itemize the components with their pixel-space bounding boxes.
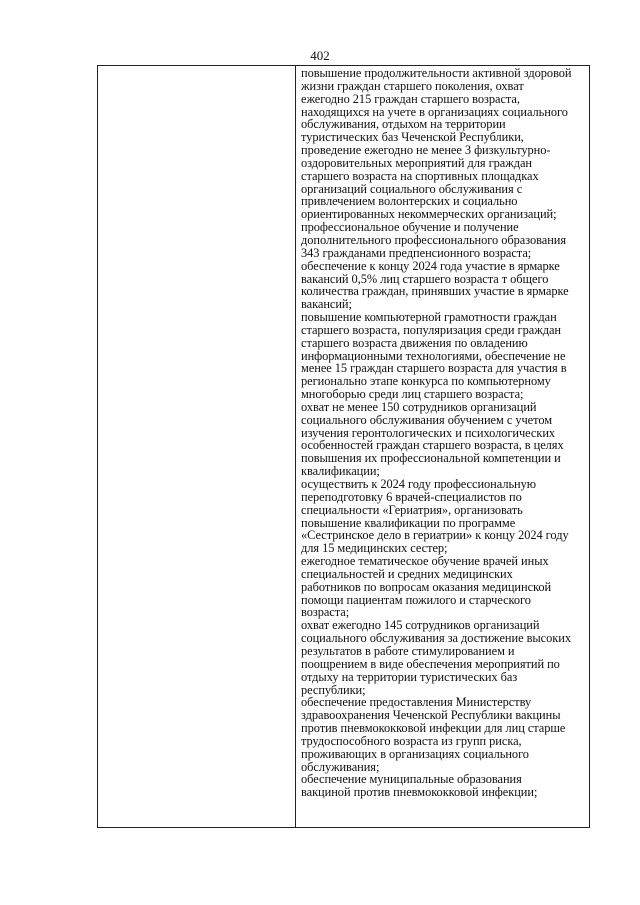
text-line: количества граждан, принявших участие в ярмарке [301, 284, 569, 299]
text-line: ежегодно 215 граждан старшего возраста, [301, 91, 520, 106]
text-line: республики; [301, 682, 366, 697]
text-line: трудоспособного возраста из групп риска, [301, 733, 522, 748]
text-line: ежегодное тематическое обучение врачей иных [301, 554, 549, 569]
text-line: находящихся на учете в организациях социального [301, 104, 568, 119]
text-line: «Сестринское дело в гериатрии» к концу 2024 году [301, 528, 569, 543]
text-line: специальностей и средних медицинских [301, 566, 513, 581]
text-line: проведение ежегодно не менее 3 физкультурно- [301, 143, 551, 158]
text-line: поощрением в виде обеспечения мероприятий по [301, 656, 560, 671]
text-line: квалификации; [301, 464, 380, 479]
text-line: против пневмококковой инфекции для лиц старше [301, 721, 566, 736]
text-line: вакансий 0,5% лиц старшего возраста т общего [301, 271, 549, 286]
text-line: туристических баз Чеченской Республики, [301, 130, 524, 145]
text-line: обеспечение к концу 2024 года участие в ярмарке [301, 258, 560, 273]
text-line: обеспечение предоставления Министерству [301, 695, 532, 710]
text-line: привлечением волонтерских и социально [301, 194, 518, 209]
text-line: ориентированных некоммерческих организаций; [301, 207, 557, 222]
text-line: охват не менее 150 сотрудников организаций [301, 399, 537, 414]
text-line: изучения геронтологических и психологических [301, 425, 556, 440]
text-line: осуществить к 2024 году профессиональную [301, 477, 536, 491]
text-line: профессиональное обучение и получение [301, 220, 519, 235]
table-right-cell [296, 66, 591, 827]
text-line: социального обслуживания обучением с учетом [301, 412, 553, 427]
text-line: вакциной против пневмококковой инфекции; [301, 785, 538, 800]
text-line: информационными технологиями, обеспечение не [301, 348, 566, 363]
text-line: результатов в работе стимулированием и [301, 643, 515, 658]
text-line: отдыху на территории туристических баз [301, 669, 518, 684]
text-line: переподготовку 6 врачей-специалистов по [301, 489, 522, 504]
text-line: здравоохранения Чеченской Республики вакцины [301, 708, 561, 723]
text-line: особенностей граждан старшего возраста, в целях [301, 438, 564, 453]
text-line: повышение квалификации по программе [301, 515, 516, 530]
text-line: организаций социального обслуживания с [301, 181, 523, 196]
text-line: оздоровительных мероприятий для граждан [301, 155, 533, 170]
page-number: 402 [310, 48, 330, 63]
text-line: обслуживания, отдыхом на территории [301, 117, 506, 132]
text-line: охват ежегодно 145 сотрудников организаций [301, 618, 540, 633]
text-line: повышения их профессиональной компетенции и [301, 451, 561, 466]
text-line: повышение продолжительности активной здоровой [301, 66, 572, 80]
text-line: возраста; [301, 605, 350, 620]
text-line: обеспечение муниципальные образования [301, 772, 522, 787]
text-line: повышение компьютерной грамотности граждан [301, 310, 557, 325]
text-line: проживающих в организациях социального [301, 746, 529, 761]
text-line: старшего возраста движения по овладению [301, 335, 528, 350]
text-line: помощи пациентам пожилого и старческого [301, 592, 531, 607]
text-line: вакансий; [301, 297, 352, 312]
text-line: специальности «Гериатрия», организовать [301, 502, 523, 517]
text-line: 343 гражданами предпенсионного возраста; [301, 245, 532, 260]
text-line: менее 15 граждан старшего возраста для участия в [301, 361, 567, 376]
text-line: старшего возраста на спортивных площадках [301, 168, 539, 183]
text-line: жизни граждан старшего поколения, охват [301, 78, 524, 93]
text-line: социального обслуживания за достижение высоких [301, 631, 571, 646]
text-line: дополнительного профессионального образования [301, 232, 567, 247]
document-table [97, 65, 590, 828]
table-left-cell [98, 66, 296, 827]
text-line: обслуживания; [301, 759, 380, 774]
text-line: многоборью среди лиц старшего возраста; [301, 387, 524, 402]
text-line: работников по вопросам оказания медицинской [301, 579, 552, 594]
text-line: регионально этапе конкурса по компьютерному [301, 374, 551, 389]
text-line: старшего возраста, популяризация среди граждан [301, 322, 561, 337]
text-line: для 15 медицинских сестер; [301, 541, 448, 556]
